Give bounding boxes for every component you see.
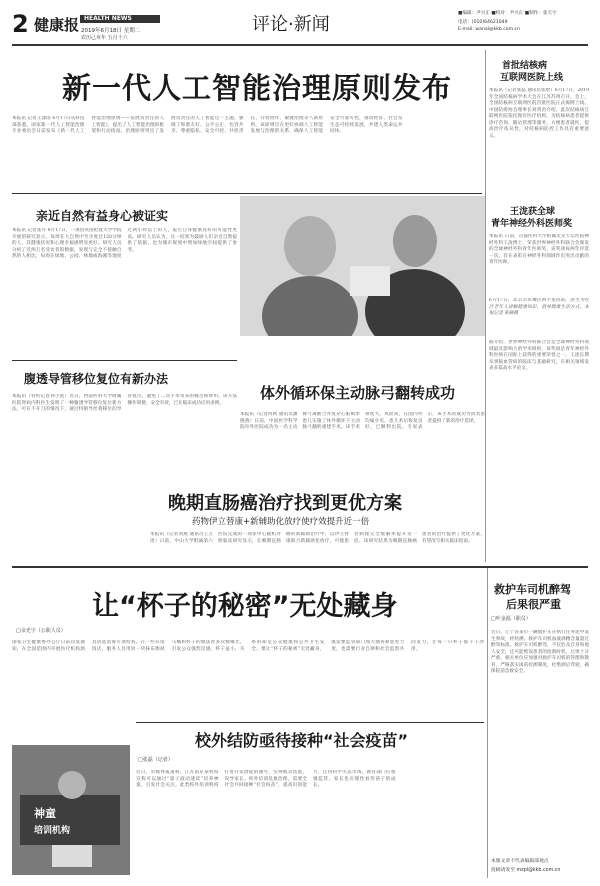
- cancer-headline: 晚期直肠癌治疗找到更优方案: [168, 493, 402, 514]
- editorial-headline: 让“杯子的秘密”无处藏身: [92, 591, 398, 622]
- rescue-headline-2: 后果很严重: [506, 598, 561, 611]
- page-number: 2: [12, 10, 29, 38]
- campus-body: 近日，有媒体报道称，江苏南京某机构宣称可以通过“量子波动速读”培养神童，引发社会关注。此类校外培训机构打着开发潜能的旗号，实则贩卖焦虑，误导家长。校外培训乱象治理，需要全社会共同接种“社会疫苗”，提高识别能力，让伪科学失去市场。教育部门应加强监管，家长也应理性看待孩子的成长。: [136, 770, 396, 788]
- award-headline-1: 王泷获全球: [510, 207, 556, 217]
- rescue-headline-1: 救护车司机醉驾: [494, 583, 571, 596]
- editorial-rule: [12, 566, 588, 568]
- masthead-rule: [12, 44, 588, 46]
- masthead-date: 2019年6月18日 星期二: [81, 28, 141, 34]
- nature-body: 本报讯 记者张丹 6月17日，一项由英国伦敦大学学院开展的研究显示，每周在大自然中至少度过120分钟的人，其健康状况和心理幸福感明显更好。研究人员分析了近两万名受访者的数据，发现与完全不接触自然的人相比，每周在绿地、公园、林地或海滩等地度过两小时以上的人，报告自身健康良好的可能性更高。研究人员认为，这一结果为鼓励人们亲近自然提供了依据，也为城市规划中增加绿地空间提供了参考。: [12, 228, 237, 259]
- masthead-tel: 电话：(010)64621049: [458, 20, 508, 25]
- right-top-headline-1: 首批结核病: [502, 61, 548, 71]
- right-top-headline-2: 互联网医院上线: [500, 73, 564, 83]
- mid-rule-1: [12, 360, 237, 361]
- cartoon-illustration: [12, 745, 130, 875]
- right-mid-body: 据介绍，世界神经外科联合会是全球神经外科领域最具影响力的学术组织，该奖项是青年神经外科医师在国际上获得的重要荣誉之一。王泷长期从事脑血管病的临床与基础研究，在相关领域发表多篇高水平论文。: [489, 340, 589, 371]
- cancer-body: 本报讯（记者刘燕 通讯员王万清）日前，中山大学附属第六医院完成的一项多中心随机对照临床研究显示，在晚期直肠癌的新辅助治疗中，以伊立替康联合新辅助化放疗，可使患者病理完全缓解率提升近一倍。该研究结果为晚期直肠癌患者的治疗提供了更优方案，有望改写相关临床指南。: [150, 532, 485, 544]
- right-top-body: 本报讯（记者张磊 通讯员张晗）6月17日，2019年全国结核病学术大会在江苏苏州召开。会上，全国结核病互联网医院首批医院正式揭牌上线。中国防痨协会理事长刘剑君介绍，此次结核病互联网医院依托现有医疗机构，为结核病患者提供诊疗咨询、随访管理等服务，方便患者就医，提高治疗依从性，对结核病防控工作具有重要意义。: [489, 88, 589, 139]
- en-name: HEALTH NEWS: [84, 15, 132, 22]
- paper-name: 健康报: [34, 16, 80, 34]
- section-title: 评论·新闻: [252, 14, 330, 35]
- campus-author: □张磊（记者）: [138, 757, 173, 763]
- news-photo: [240, 196, 485, 336]
- dialysis-headline: 腹透导管移位复位有新办法: [24, 372, 169, 386]
- rescue-author: □叶金福（职员）: [491, 616, 531, 622]
- masthead-email: E-mail: wanal@kkb.com.cn: [458, 27, 520, 32]
- photo-caption: 6月17日，北京市东城区和平里医院，医生为社区老年人讲解健康知识，倡导健康生活方式。本报记者 张赫摄: [489, 298, 589, 316]
- masthead: [0, 0, 600, 44]
- cartoon-drawing: [12, 745, 130, 875]
- lead-body: 本报讯 记者王潇雨 6月17日从科技部获悉，国家新一代人工智能治理专业委员会日前发布《新一代人工智能治理原则——发展负责任的人工智能》，提出了人工智能治理的框架和行动指南。治理原则突出了发展负责任的人工智能这一主题，强调了和谐友好、公平公正、包容共享、尊重隐私、安全可控、共担责任、开放协作、敏捷治理等八条原则。该原则旨在更好协调人工智能发展与治理的关系，确保人工智能安全可靠可控，推动经济、社会及生态可持续发展，共建人类命运共同体。: [12, 116, 403, 134]
- editorial-author: □余光宇（公职人员）: [16, 628, 66, 634]
- masthead-lunar: 农历己亥年 五月十六: [81, 35, 128, 41]
- ecmo-body: 本报讯（记者何秋 通讯员潘晓燕）日前，中国医学科学院阜外医院成功为一名主动脉弓离断合并复杂心脏畸形患儿实施了体外循环下主动脉弓翻转重建手术。该手术难度大、风险高，在国内外均属少见。患儿术后恢复良好，已顺利出院。专家表示，该手术的成功为同类患者提供了新的治疗选择。: [240, 412, 485, 430]
- lead-headline: 新一代人工智能治理原则发布: [62, 71, 453, 105]
- dialysis-body: 本报讯（特约记者孙小虎）近日，西南医科大学附属医院肾病内科医生发明了一种腹透导管移位复位新方法，可在不开刀的情况下，通过特制导丝将移位的导管复位，避免了二次手术带来的痛苦和费用。该方法操作简便、安全有效，已在临床成功应用多例。: [12, 394, 237, 412]
- cartoon-caption-2: 培训机构: [34, 826, 71, 836]
- rescue-footer-2: 投稿请发至 mzpl@kkb.com.cn: [491, 868, 561, 873]
- rescue-body: 近日，辽宁省某市一辆救护车在执行任务途中发生事故，经检测，救护车司机血液酒精含量超过醉驾标准。救护车司机醉驾，不仅危及自身和他人安全，还可能贻误患者的抢救时机，后果十分严重。相关单位应加强对救护车司机的管理和教育，严格落实岗前检测制度，杜绝酒后驾驶，确保院前急救安全。: [491, 630, 589, 674]
- cancer-subhead: 药物伊立替康+新辅助化放疗使疗效提升近一倍: [192, 517, 370, 527]
- lead-rule: [12, 193, 482, 194]
- masthead-editors: ■编辑：尹兴正 ■校对：尹兴正 ■制作：张天宇: [458, 11, 557, 16]
- editorial-body: 国家卫生健康委办公厅日前印发通知，在全国范围内开展医疗机构酒具清洗消毒专项检查。在一些宾馆饭店，服务人员用同一块抹布擦拭马桶和杯子的做法曾多次被曝光，引发公众强烈反感。杯子虽小，关系的却是公众健康和公共卫生安全。要让“杯子的秘密”无处藏身，既需要监管部门加大抽查和惩处力度，也需要行业自律和社会监督共同发力，让每一只杯子都干干净净。: [12, 640, 484, 652]
- award-headline-2: 青年神经外科医师奖: [491, 219, 573, 229]
- photo-illustration: [240, 196, 485, 336]
- ecmo-headline: 体外循环保主动脉弓翻转成功: [260, 384, 456, 402]
- rescue-divider: [487, 568, 488, 878]
- award-body: 本报讯 日前，首都医科大学附属北京天坛医院神经外科王泷博士，荣获世界神经外科联合会颁发的全球神经外科青年医师奖。该奖项每两年评选一次，旨在表彰在神经外科领域作出突出贡献的青年医师。: [489, 234, 589, 265]
- cartoon-caption-1: 神童: [34, 807, 56, 820]
- right-col-divider: [485, 50, 486, 562]
- nature-headline: 亲近自然有益身心被证实: [36, 209, 169, 223]
- rescue-footer: 本版文章不代表编辑部观点: [491, 859, 549, 864]
- campus-rule: [136, 722, 484, 723]
- campus-headline: 校外结防亟待接种“社会疫苗”: [195, 731, 409, 750]
